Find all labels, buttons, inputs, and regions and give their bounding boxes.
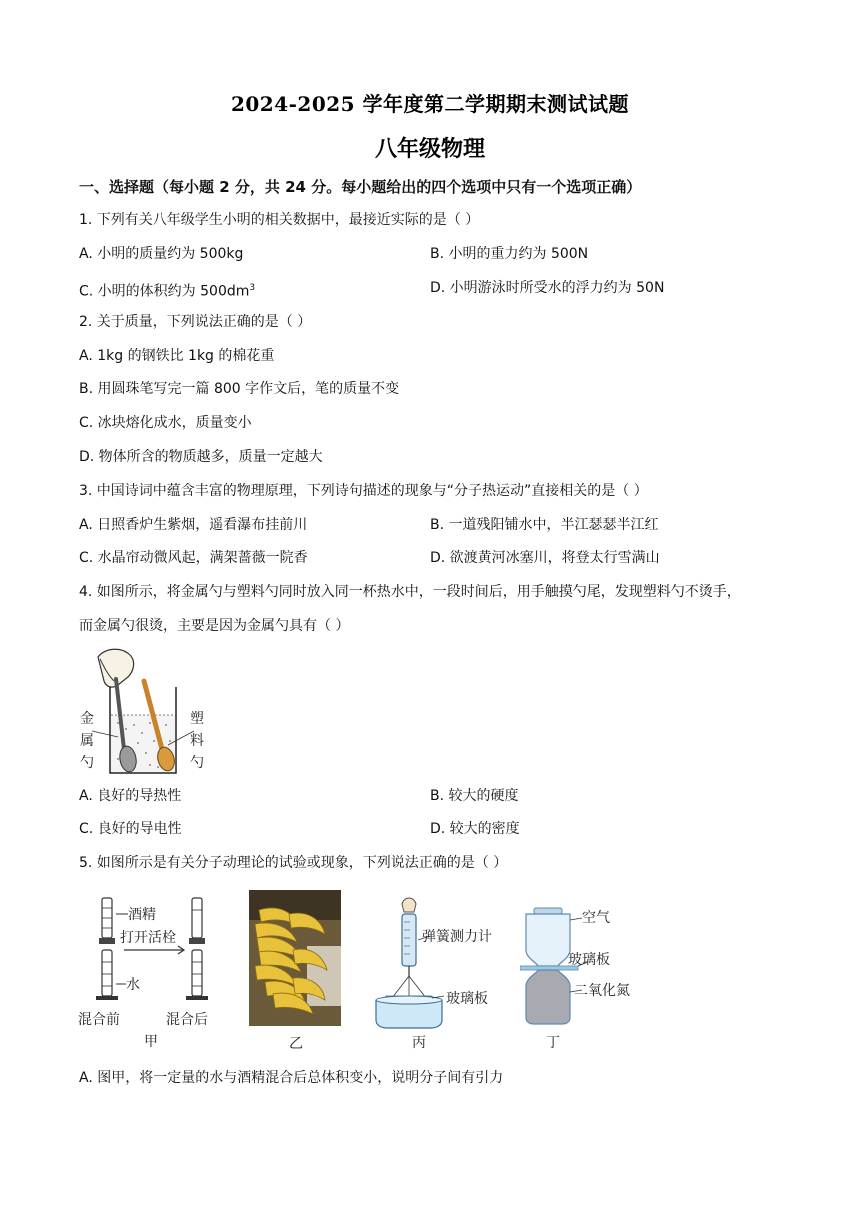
q3-stem: 3. 中国诗词中蕴含丰富的物理原理，下列诗句描述的现象与“分子热运动”直接相关的是（ ）: [79, 483, 648, 499]
figure-yi-bananas: [249, 890, 343, 1050]
alcohol-label: 酒精: [128, 907, 156, 923]
top-bottle-neck: [534, 908, 562, 914]
figure-ding-label: 丁: [546, 1035, 560, 1051]
no2-label: 二氧化氮: [574, 983, 630, 999]
meter-label: 弹簧测力计: [422, 929, 492, 945]
q3-option-b: B. 一道残阳铺水中，半江瑟瑟半江红: [430, 517, 659, 533]
glass-plate-label: 玻璃板: [446, 991, 488, 1007]
q4-option-b: B. 较大的硬度: [430, 788, 519, 804]
q2-option-b: B. 用圆珠笔写完一篇 800 字作文后，笔的质量不变: [79, 381, 400, 397]
air-label: 空气: [582, 910, 610, 926]
string-left: [392, 976, 409, 998]
q4-stem-line1: 4. 如图所示，将金属勺与塑料勺同时放入同一杯热水中，一段时间后，用手触摸勺尾，发现塑料勺不烫手，: [79, 584, 741, 600]
plastic-label-1: 塑: [190, 711, 204, 727]
water-label: 水: [126, 977, 140, 993]
q3-option-d: D. 欲渡黄河冰塞川，将登太行雪满山: [430, 550, 660, 566]
plastic-label-3: 勺: [190, 755, 204, 771]
glass-divider-label: 玻璃板: [568, 952, 610, 968]
q1-option-d: D. 小明游泳时所受水的浮力约为 50N: [430, 280, 665, 296]
q2-option-d: D. 物体所含的物质越多，质量一定越大: [79, 449, 323, 465]
tube-after: [186, 898, 208, 1000]
q1-option-c-text: C. 小明的体积约为 500dm: [79, 283, 250, 300]
q1-option-b: B. 小明的重力约为 500N: [430, 246, 589, 262]
q4-option-c: C. 良好的导电性: [79, 821, 182, 837]
air-leader: [570, 918, 582, 920]
exam-title: 2024-2025 学年度第二学期期末测试试题: [230, 92, 630, 116]
q1-option-c-sup: 3: [249, 283, 256, 293]
string-right: [409, 976, 426, 998]
q1-option-a: A. 小明的质量约为 500kg: [79, 246, 244, 262]
metal-label-3: 勺: [80, 755, 94, 771]
section-heading: 一、选择题（每小题 2 分，共 24 分。每小题给出的四个选项中只有一个选项正确）: [79, 178, 642, 196]
q2-stem: 2. 关于质量，下列说法正确的是（ ）: [79, 314, 312, 330]
spoons-in-cup-figure: [78, 645, 213, 775]
valve-label: 打开活栓: [120, 930, 176, 946]
before-label: 混合前: [78, 1012, 120, 1028]
q5-stem: 5. 如图所示是有关分子动理论的试验或现象，下列说法正确的是（ ）: [79, 855, 508, 871]
hand-icon: [402, 898, 416, 912]
figure-jia-label: 甲: [144, 1034, 158, 1048]
q3-option-c: C. 水晶帘动微风起，满架蔷薇一院香: [79, 550, 308, 566]
tube-before: [96, 898, 118, 1000]
after-label: 混合后: [166, 1012, 208, 1028]
figure-bing-label: 丙: [412, 1035, 426, 1050]
air-bottle: [526, 914, 570, 966]
figure-jia-mixing: [76, 888, 236, 1048]
q2-option-a: A. 1kg 的钢铁比 1kg 的棉花重: [79, 348, 275, 364]
q4-option-d: D. 较大的密度: [430, 821, 520, 837]
q4-option-a: A. 良好的导热性: [79, 788, 182, 804]
q1-stem: 1. 下列有关八年级学生小明的相关数据中，最接近实际的是（ ）: [79, 212, 480, 228]
metal-label-1: 金: [80, 711, 94, 727]
figure-bing-spring-scale: [374, 892, 524, 1050]
q5-option-a: A. 图甲，将一定量的水与酒精混合后总体积变小，说明分子间有引力: [79, 1070, 504, 1086]
figure-yi-label: 乙: [289, 1036, 303, 1050]
basin-rim: [376, 996, 442, 1004]
q4-stem-line2: 而金属勺很烫，主要是因为金属勺具有（ ）: [79, 618, 350, 634]
figure-ding-gas-diffusion: [520, 900, 650, 1052]
no2-bottle: [526, 970, 570, 1024]
q3-option-a: A. 日照香炉生紫烟，遥看瀑布挂前川: [79, 517, 308, 533]
q2-option-c: C. 冰块熔化成水，质量变小: [79, 415, 252, 431]
q1-option-c: [79, 279, 255, 301]
exam-subtitle: 八年级物理: [374, 136, 485, 162]
metal-label-2: 属: [80, 733, 94, 749]
plastic-label-2: 料: [190, 733, 204, 749]
